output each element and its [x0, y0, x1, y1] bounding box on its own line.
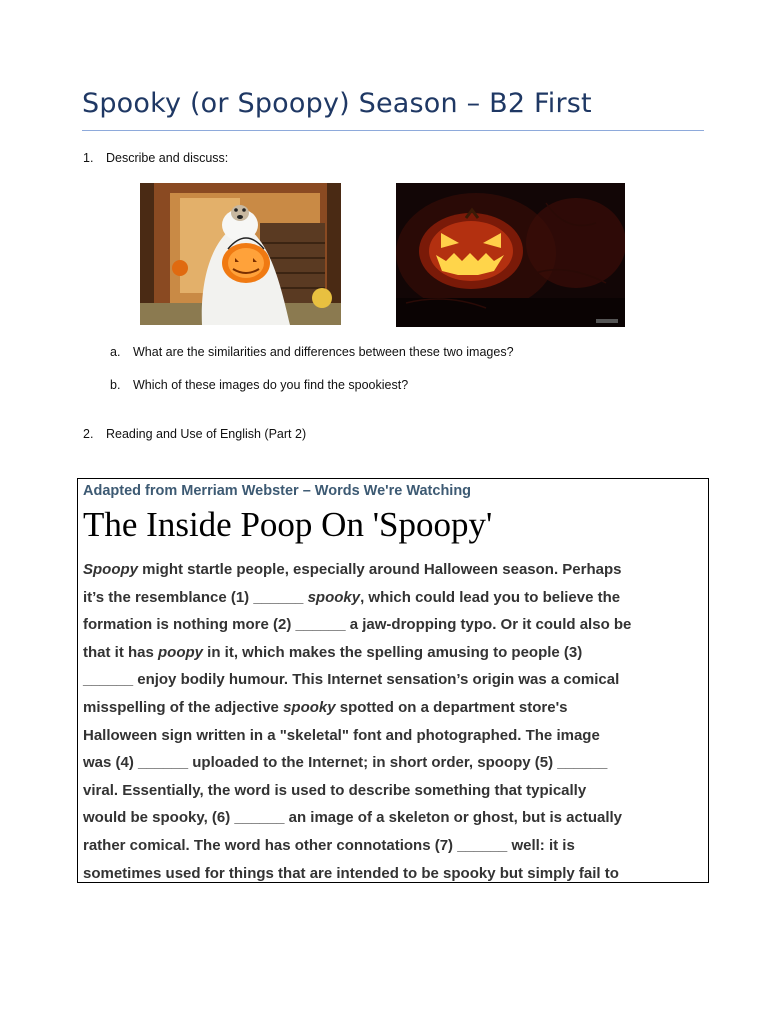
ghost-dog-photo — [140, 183, 341, 325]
text-line: formation is nothing more (2) ______ a jaw-dropping typo. Or it could also be — [83, 616, 632, 634]
question-number: 1. — [83, 151, 94, 165]
question-letter: b. — [110, 378, 121, 392]
article-paragraph — [83, 556, 703, 883]
article-source: Adapted from Merriam Webster – Words We're Watching — [83, 483, 472, 499]
article-box — [77, 478, 709, 883]
text-line: rather comical. The word has other connotations (7) ______ well: it is — [83, 836, 575, 854]
text-line: that it has poopy in it, which makes the spelling amusing to people (3) — [83, 643, 583, 661]
text-line: was (4) ______ uploaded to the Internet; in short order, spoopy (5) ______ — [83, 754, 608, 772]
jack-o-lantern-photo — [396, 183, 625, 327]
page-title: Spooky (or Spoopy) Season – B2 First — [82, 88, 592, 119]
text-line: would be spooky, (6) ______ an image of a skeleton or ghost, but is actually — [83, 809, 623, 827]
text-line: viral. Essentially, the word is used to describe something that typically — [83, 781, 587, 799]
question-prompt: Describe and discuss: — [106, 151, 229, 165]
text-line: it’s the resemblance (1) ______ spooky, which could lead you to believe the — [83, 588, 621, 606]
italic-word: poopy — [158, 643, 204, 661]
article-headline: The Inside Poop On 'Spoopy' — [83, 505, 493, 544]
text-line: ______ enjoy bodily humour. This Internet sensation’s origin was a comical — [83, 671, 620, 689]
text-line: sometimes used for things that are intended to be spooky but simply fail to — [83, 864, 619, 882]
italic-word: spooky — [283, 698, 336, 716]
text-line: misspelling of the adjective spooky spotted on a department store's — [83, 698, 568, 716]
text-line: Spoopy might startle people, especially around Halloween season. Perhaps — [83, 561, 622, 578]
italic-word: Spoopy — [83, 561, 138, 578]
question-text: Which of these images do you find the spookiest? — [133, 378, 409, 392]
text-line: Halloween sign written in a "skeletal" font and photographed. The image — [83, 726, 600, 744]
title-underline — [82, 130, 704, 131]
question-letter: a. — [110, 345, 121, 359]
question-prompt: Reading and Use of English (Part 2) — [106, 427, 307, 441]
question-number: 2. — [83, 427, 94, 441]
question-text: What are the similarities and differences between these two images? — [133, 345, 514, 359]
italic-word: spooky — [307, 588, 361, 606]
